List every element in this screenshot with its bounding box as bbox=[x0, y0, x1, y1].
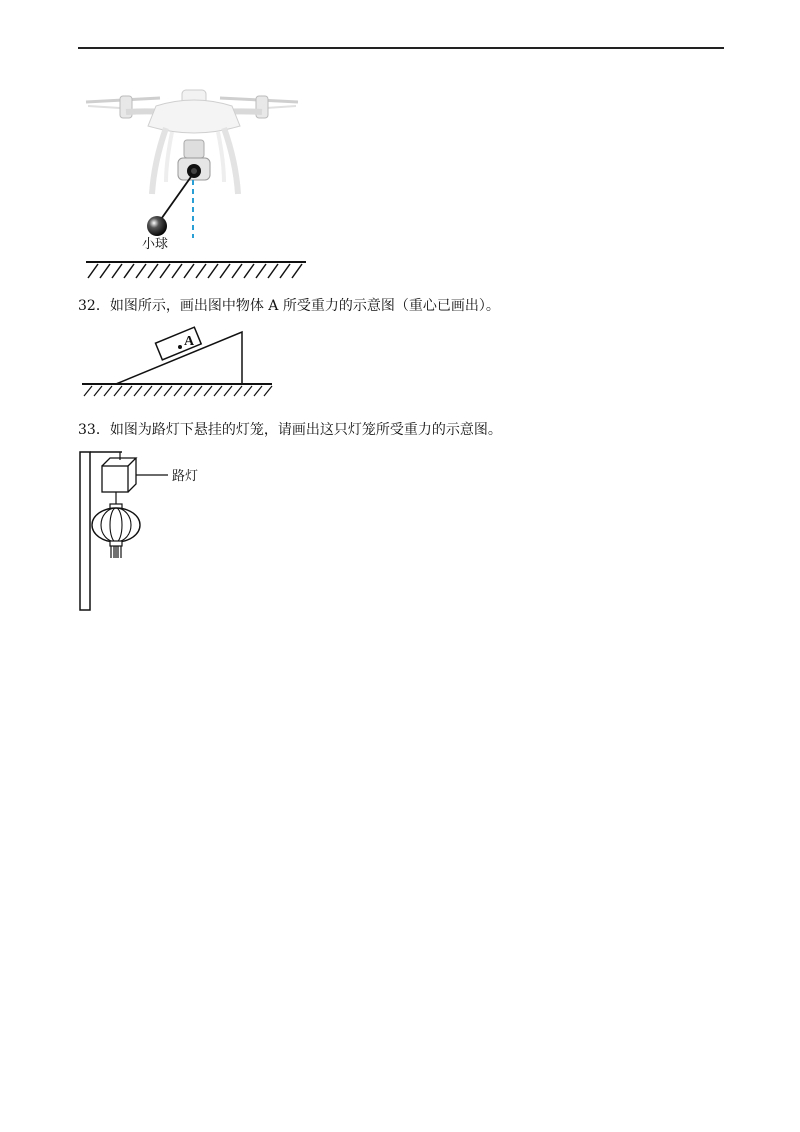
page-top-rule bbox=[78, 47, 724, 49]
lamp-label: 路灯 bbox=[172, 469, 199, 484]
question-33-number: 33． bbox=[78, 422, 110, 438]
center-of-gravity-dot bbox=[178, 345, 182, 349]
ball-icon bbox=[147, 216, 167, 236]
drone-figure bbox=[80, 82, 316, 282]
ground-hatching bbox=[86, 262, 306, 278]
incline-figure bbox=[80, 326, 276, 400]
question-32-text: 如图所示，画出图中物体 A 所受重力的示意图（重心已画出）。 bbox=[109, 298, 500, 314]
block-a-label: A bbox=[184, 334, 195, 349]
question-33 bbox=[78, 421, 502, 439]
drone-icon bbox=[86, 90, 298, 194]
ball-label: 小球 bbox=[142, 237, 169, 252]
question-33-text: 如图为路灯下悬挂的灯笼，请画出这只灯笼所受重力的示意图。 bbox=[109, 422, 502, 438]
street-lamp-figure bbox=[76, 448, 216, 614]
lamp-pole bbox=[80, 452, 90, 610]
question-32 bbox=[78, 297, 500, 315]
question-32-number: 32． bbox=[78, 298, 110, 314]
ground-hatching bbox=[82, 384, 272, 396]
lamp-box-icon bbox=[102, 458, 136, 492]
lantern-icon bbox=[92, 504, 140, 558]
block-a bbox=[155, 327, 201, 360]
